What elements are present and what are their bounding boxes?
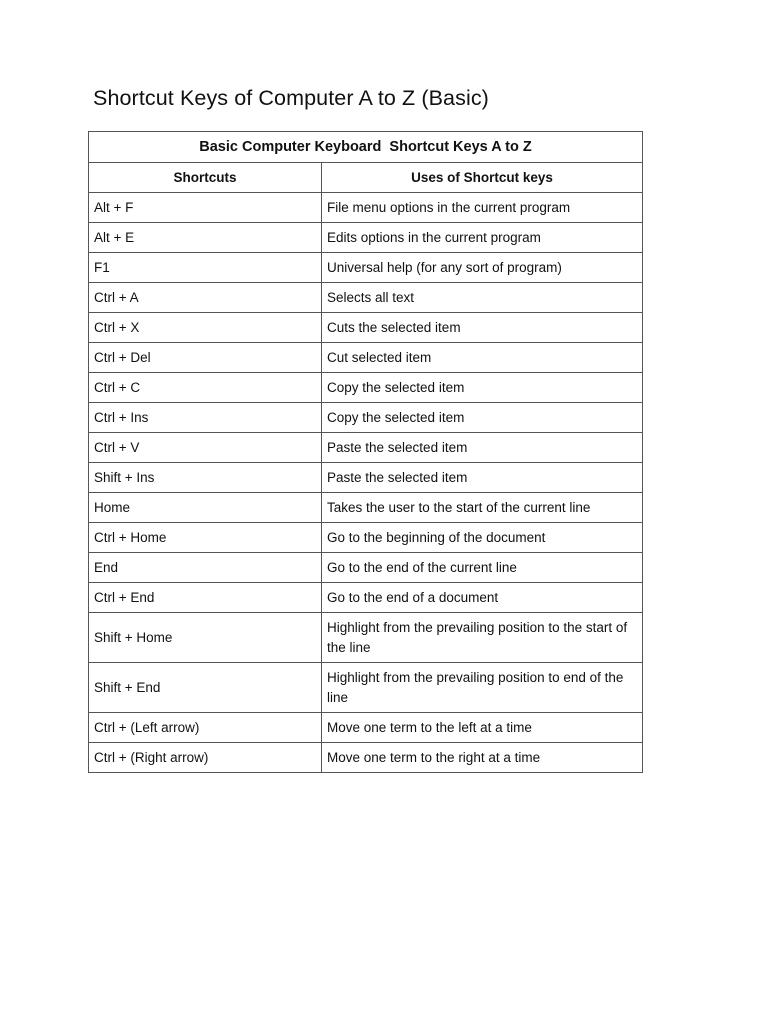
table-row [89, 343, 643, 373]
use-cell: Go to the beginning of the document [322, 523, 643, 553]
table-row [89, 193, 643, 223]
shortcut-cell: Ctrl + (Right arrow) [89, 743, 322, 773]
use-cell: Highlight from the prevailing position to the start of the line [322, 613, 643, 663]
table-row [89, 283, 643, 313]
shortcut-cell: Alt + E [89, 223, 322, 253]
table-row [89, 583, 643, 613]
shortcut-cell: Ctrl + C [89, 373, 322, 403]
shortcut-cell: Shift + Ins [89, 463, 322, 493]
use-cell: Highlight from the prevailing position to end of the line [322, 663, 643, 713]
table-row [89, 433, 643, 463]
shortcut-cell: Ctrl + V [89, 433, 322, 463]
table-row [89, 523, 643, 553]
column-header-shortcuts: Shortcuts [89, 163, 322, 193]
shortcut-cell: Shift + Home [89, 613, 322, 663]
use-cell: Paste the selected item [322, 463, 643, 493]
use-cell: Paste the selected item [322, 433, 643, 463]
table-row [89, 403, 643, 433]
shortcut-cell: Ctrl + End [89, 583, 322, 613]
shortcut-cell: Ctrl + Ins [89, 403, 322, 433]
shortcut-cell: Home [89, 493, 322, 523]
use-cell: Move one term to the left at a time [322, 713, 643, 743]
table-row [89, 253, 643, 283]
shortcut-cell: Ctrl + Del [89, 343, 322, 373]
use-cell: Go to the end of the current line [322, 553, 643, 583]
use-cell: Copy the selected item [322, 403, 643, 433]
table-header-row [89, 163, 643, 193]
table-row [89, 663, 643, 713]
table-row [89, 713, 643, 743]
table-row [89, 743, 643, 773]
shortcut-cell: Ctrl + X [89, 313, 322, 343]
table-row [89, 613, 643, 663]
table-row [89, 493, 643, 523]
shortcut-cell: F1 [89, 253, 322, 283]
use-cell: Go to the end of a document [322, 583, 643, 613]
use-cell: Cut selected item [322, 343, 643, 373]
use-cell: Cuts the selected item [322, 313, 643, 343]
use-cell: Takes the user to the start of the current line [322, 493, 643, 523]
shortcut-cell: Ctrl + A [89, 283, 322, 313]
table-caption: Basic Computer Keyboard Shortcut Keys A to Z [89, 132, 643, 163]
use-cell: Copy the selected item [322, 373, 643, 403]
shortcut-cell: Shift + End [89, 663, 322, 713]
use-cell: Move one term to the right at a time [322, 743, 643, 773]
table-row [89, 463, 643, 493]
table-row [89, 313, 643, 343]
page-title: Shortcut Keys of Computer A to Z (Basic) [93, 86, 489, 110]
shortcut-cell: Alt + F [89, 193, 322, 223]
use-cell: File menu options in the current program [322, 193, 643, 223]
column-header-uses: Uses of Shortcut keys [322, 163, 643, 193]
shortcut-cell: Ctrl + Home [89, 523, 322, 553]
use-cell: Edits options in the current program [322, 223, 643, 253]
table-row [89, 373, 643, 403]
table-row [89, 223, 643, 253]
shortcut-cell: End [89, 553, 322, 583]
table-caption-row [89, 132, 643, 163]
shortcut-cell: Ctrl + (Left arrow) [89, 713, 322, 743]
use-cell: Selects all text [322, 283, 643, 313]
use-cell: Universal help (for any sort of program) [322, 253, 643, 283]
table-row [89, 553, 643, 583]
shortcut-table [88, 131, 643, 773]
